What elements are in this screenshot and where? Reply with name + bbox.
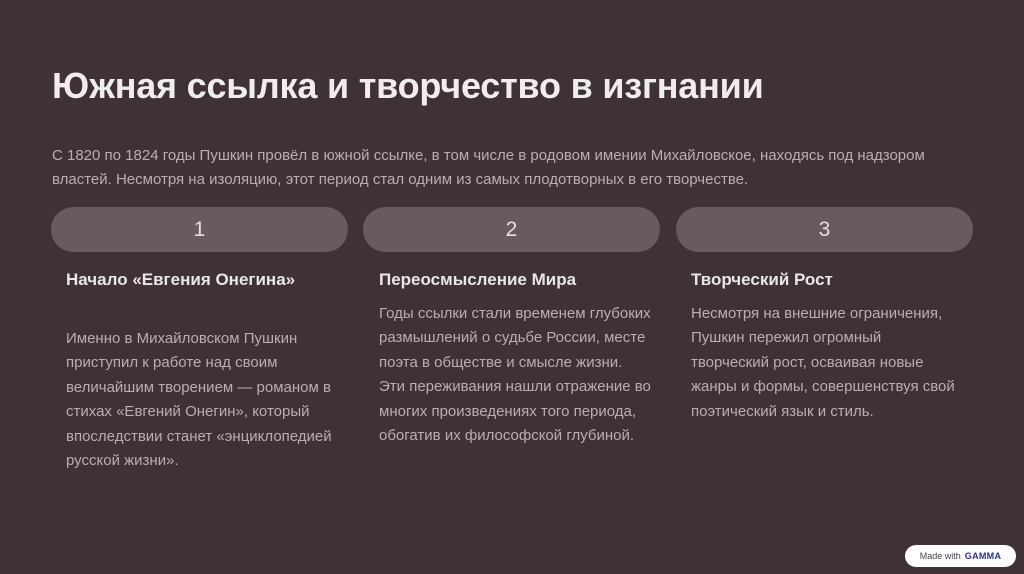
step-number-row xyxy=(51,207,973,253)
step-title-3: Творческий Рост xyxy=(691,270,833,289)
made-with-gamma-badge[interactable] xyxy=(905,545,1016,567)
step-pill-1: 1 xyxy=(51,207,348,252)
step-pill-2: 2 xyxy=(363,207,660,252)
step-column-1 xyxy=(66,268,338,473)
step-text-1: Именно в Михайловском Пушкин приступил к работе над своим величайшим творением — романом в стихах «Евгений Онегин», который впоследствии станет «энциклопедией русской жизни». xyxy=(66,330,332,470)
badge-prefix: Made with xyxy=(919,551,961,561)
intro-paragraph: С 1820 по 1824 годы Пушкин провёл в южной ссылке, в том числе в родовом имении Михайловское, находясь под надзором властей. Несмотря на изоляцию, этот период стал одним из самых плодотворных в его творчестве. xyxy=(52,147,925,188)
step-text-2: Годы ссылки стали временем глубоких размышлений о судьбе России, месте поэта в обществе и смысле жизни. Эти переживания нашли отражение во многих произведениях того периода, обогатив их философской глубиной. xyxy=(379,305,651,445)
step-column-3 xyxy=(691,268,963,424)
step-text-3: Несмотря на внешние ограничения, Пушкин пережил огромный творческий рост, осваивая новые жанры и формы, совершенствуя свой поэтический язык и стиль. xyxy=(691,305,955,420)
step-column-2 xyxy=(379,268,651,448)
slide-title: Южная ссылка и творчество в изгнании xyxy=(52,65,764,106)
step-pill-3: 3 xyxy=(676,207,973,252)
step-title-2: Переосмысление Мира xyxy=(379,270,577,289)
step-title-1: Начало «Евгения Онегина» xyxy=(66,270,296,289)
gamma-logo: GAMMA xyxy=(964,551,1002,561)
